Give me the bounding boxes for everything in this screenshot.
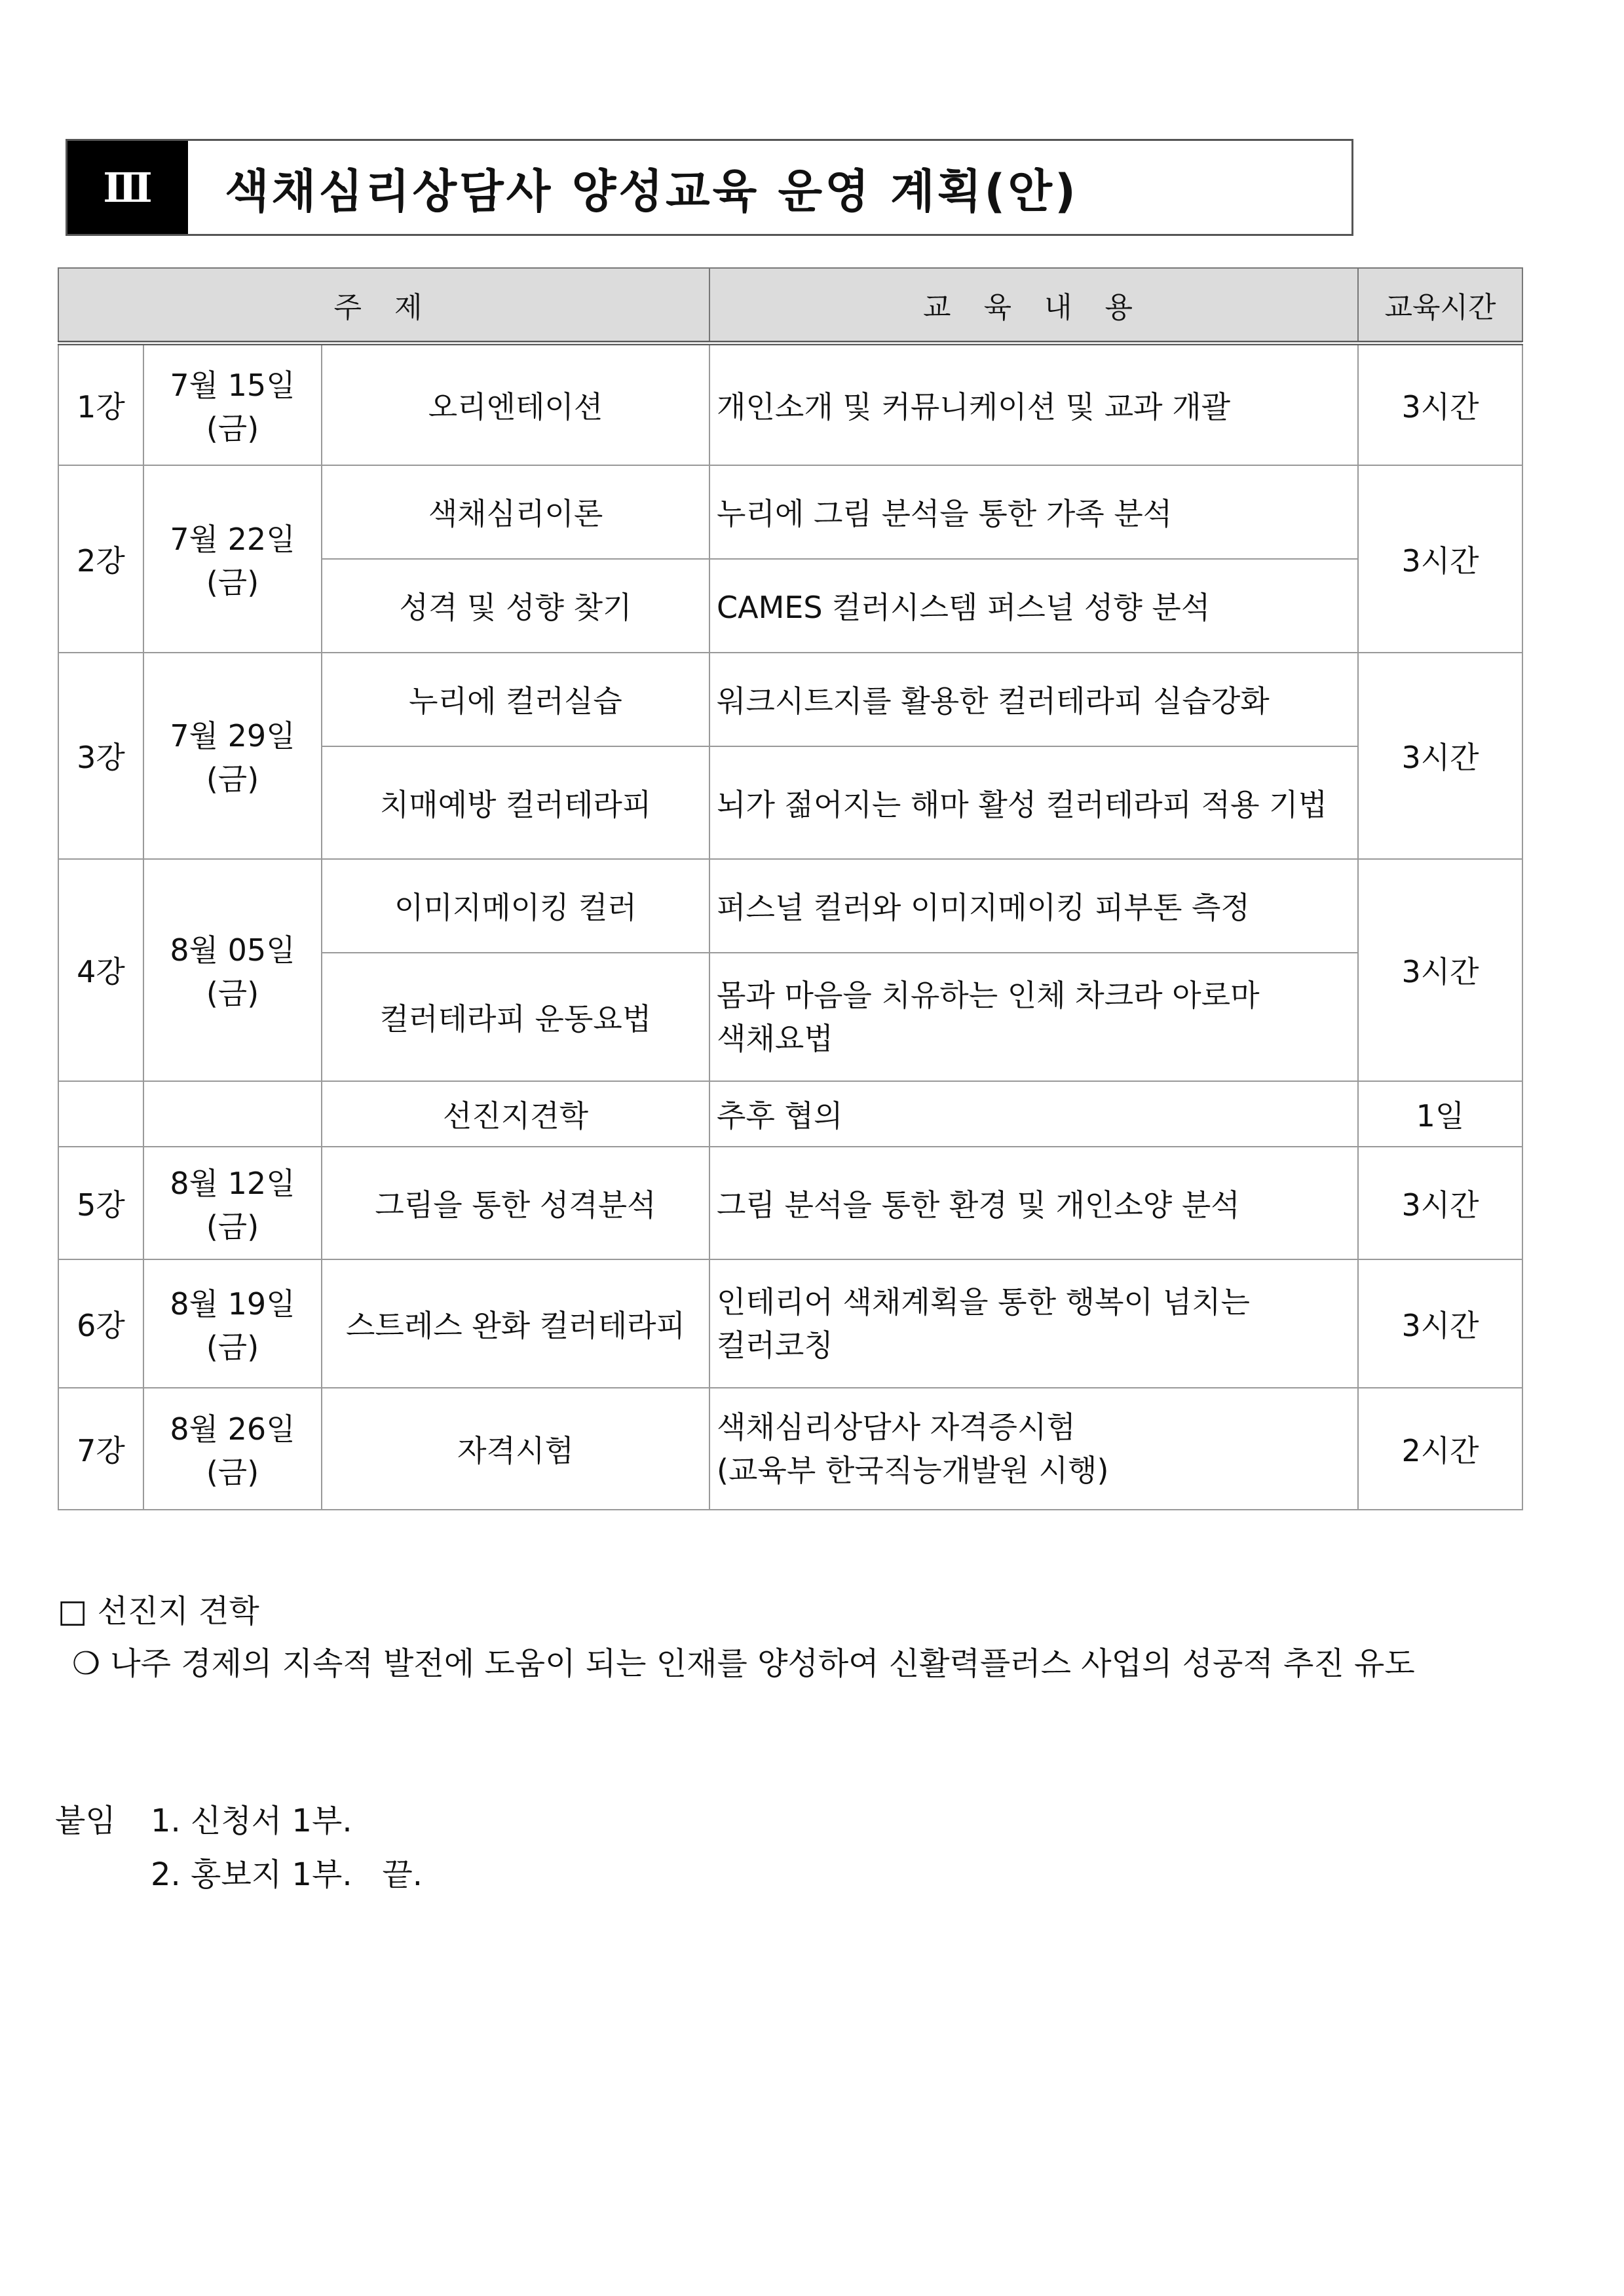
lecture-cell bbox=[58, 1081, 143, 1147]
table-header-row bbox=[58, 268, 1522, 343]
hours-cell: 2시간 bbox=[1358, 1388, 1522, 1510]
topic-cell: 자격시험 bbox=[322, 1388, 709, 1510]
attachment-text: 2. 홍보지 1부. 끝. bbox=[151, 1856, 423, 1893]
date-cell: 8월 26일(금) bbox=[143, 1388, 322, 1510]
content-cell: 그림 분석을 통한 환경 및 개인소양 분석 bbox=[709, 1147, 1358, 1259]
hours-cell: 3시간 bbox=[1358, 859, 1522, 1081]
table-row bbox=[58, 465, 1522, 559]
schedule-table bbox=[58, 267, 1523, 1510]
table-row bbox=[58, 1081, 1522, 1147]
topic-cell: 성격 및 성향 찾기 bbox=[322, 559, 709, 653]
content-cell: 퍼스널 컬러와 이미지메이킹 피부톤 측정 bbox=[709, 859, 1358, 953]
hours-cell: 3시간 bbox=[1358, 1147, 1522, 1259]
content-cell bbox=[709, 1388, 1358, 1510]
table-row bbox=[58, 343, 1522, 465]
hours-cell: 3시간 bbox=[1358, 343, 1522, 465]
content-line: 인테리어 색채계획을 통한 행복이 넘치는 bbox=[717, 1284, 1250, 1320]
topic-cell: 누리에 컬러실습 bbox=[322, 653, 709, 746]
topic-cell: 컬러테라피 운동요법 bbox=[322, 953, 709, 1081]
table-row bbox=[58, 859, 1522, 953]
content-cell: 워크시트지를 활용한 컬러테라피 실습강화 bbox=[709, 653, 1358, 746]
content-line: 컬러코칭 bbox=[717, 1327, 833, 1363]
table-row bbox=[58, 1388, 1522, 1510]
content-cell bbox=[709, 953, 1358, 1081]
attachment-label: 붙임 bbox=[55, 1803, 116, 1839]
content-cell: 추후 협의 bbox=[709, 1081, 1358, 1147]
hours-cell: 3시간 bbox=[1358, 465, 1522, 653]
topic-cell: 치매예방 컬러테라피 bbox=[322, 746, 709, 859]
site-visit-heading: □ 선진지 견학 bbox=[58, 1593, 259, 1630]
date-cell: 7월 29일(금) bbox=[143, 653, 322, 859]
attachment-item bbox=[55, 1849, 423, 1894]
topic-cell: 오리엔테이션 bbox=[322, 343, 709, 465]
attachment-item bbox=[55, 1795, 352, 1841]
content-cell: 누리에 그림 분석을 통한 가족 분석 bbox=[709, 465, 1358, 559]
table-row bbox=[58, 1259, 1522, 1388]
topic-cell: 그림을 통한 성격분석 bbox=[322, 1147, 709, 1259]
date-cell: 8월 19일(금) bbox=[143, 1259, 322, 1388]
site-visit-bullet: ❍ 나주 경제의 지속적 발전에 도움이 되는 인재를 양성하여 신활력플러스 사업의 성공적 추진 유도 bbox=[72, 1645, 1415, 1682]
lecture-cell: 1강 bbox=[58, 343, 143, 465]
header-hours: 교육시간 bbox=[1358, 268, 1522, 343]
hours-cell: 3시간 bbox=[1358, 1259, 1522, 1388]
lecture-cell: 7강 bbox=[58, 1388, 143, 1510]
lecture-cell: 3강 bbox=[58, 653, 143, 859]
section-title: 색채심리상담사 양성교육 운영 계획(안) bbox=[225, 164, 1079, 218]
header-topic: 주 제 bbox=[58, 268, 709, 343]
topic-cell: 선진지견학 bbox=[322, 1081, 709, 1147]
date-cell: 8월 05일(금) bbox=[143, 859, 322, 1081]
header-content: 교 육 내 용 bbox=[709, 268, 1358, 343]
lecture-cell: 2강 bbox=[58, 465, 143, 653]
table-row bbox=[58, 1147, 1522, 1259]
topic-cell: 스트레스 완화 컬러테라피 bbox=[322, 1259, 709, 1388]
attachment-text: 1. 신청서 1부. bbox=[151, 1803, 352, 1839]
topic-cell: 이미지메이킹 컬러 bbox=[322, 859, 709, 953]
hours-cell: 3시간 bbox=[1358, 653, 1522, 859]
lecture-cell: 6강 bbox=[58, 1259, 143, 1388]
section-number: Ⅲ bbox=[67, 141, 188, 234]
date-cell: 8월 12일(금) bbox=[143, 1147, 322, 1259]
topic-cell: 색채심리이론 bbox=[322, 465, 709, 559]
date-cell bbox=[143, 1081, 322, 1147]
content-cell bbox=[709, 1259, 1358, 1388]
lecture-cell: 5강 bbox=[58, 1147, 143, 1259]
hours-cell: 1일 bbox=[1358, 1081, 1522, 1147]
content-line: 색채요법 bbox=[717, 1020, 833, 1056]
content-cell: CAMES 컬러시스템 퍼스널 성향 분석 bbox=[709, 559, 1358, 653]
table-row bbox=[58, 653, 1522, 746]
content-cell: 개인소개 및 커뮤니케이션 및 교과 개괄 bbox=[709, 343, 1358, 465]
content-line: 몸과 마음을 치유하는 인체 차크라 아로마 bbox=[717, 977, 1260, 1013]
lecture-cell: 4강 bbox=[58, 859, 143, 1081]
section-title-box bbox=[66, 139, 1353, 236]
content-cell: 뇌가 젊어지는 해마 활성 컬러테라피 적용 기법 bbox=[709, 746, 1358, 859]
date-cell: 7월 15일(금) bbox=[143, 343, 322, 465]
content-line: (교육부 한국직능개발원 시행) bbox=[717, 1452, 1109, 1488]
content-line: 색채심리상담사 자격증시험 bbox=[717, 1409, 1076, 1445]
date-cell: 7월 22일(금) bbox=[143, 465, 322, 653]
